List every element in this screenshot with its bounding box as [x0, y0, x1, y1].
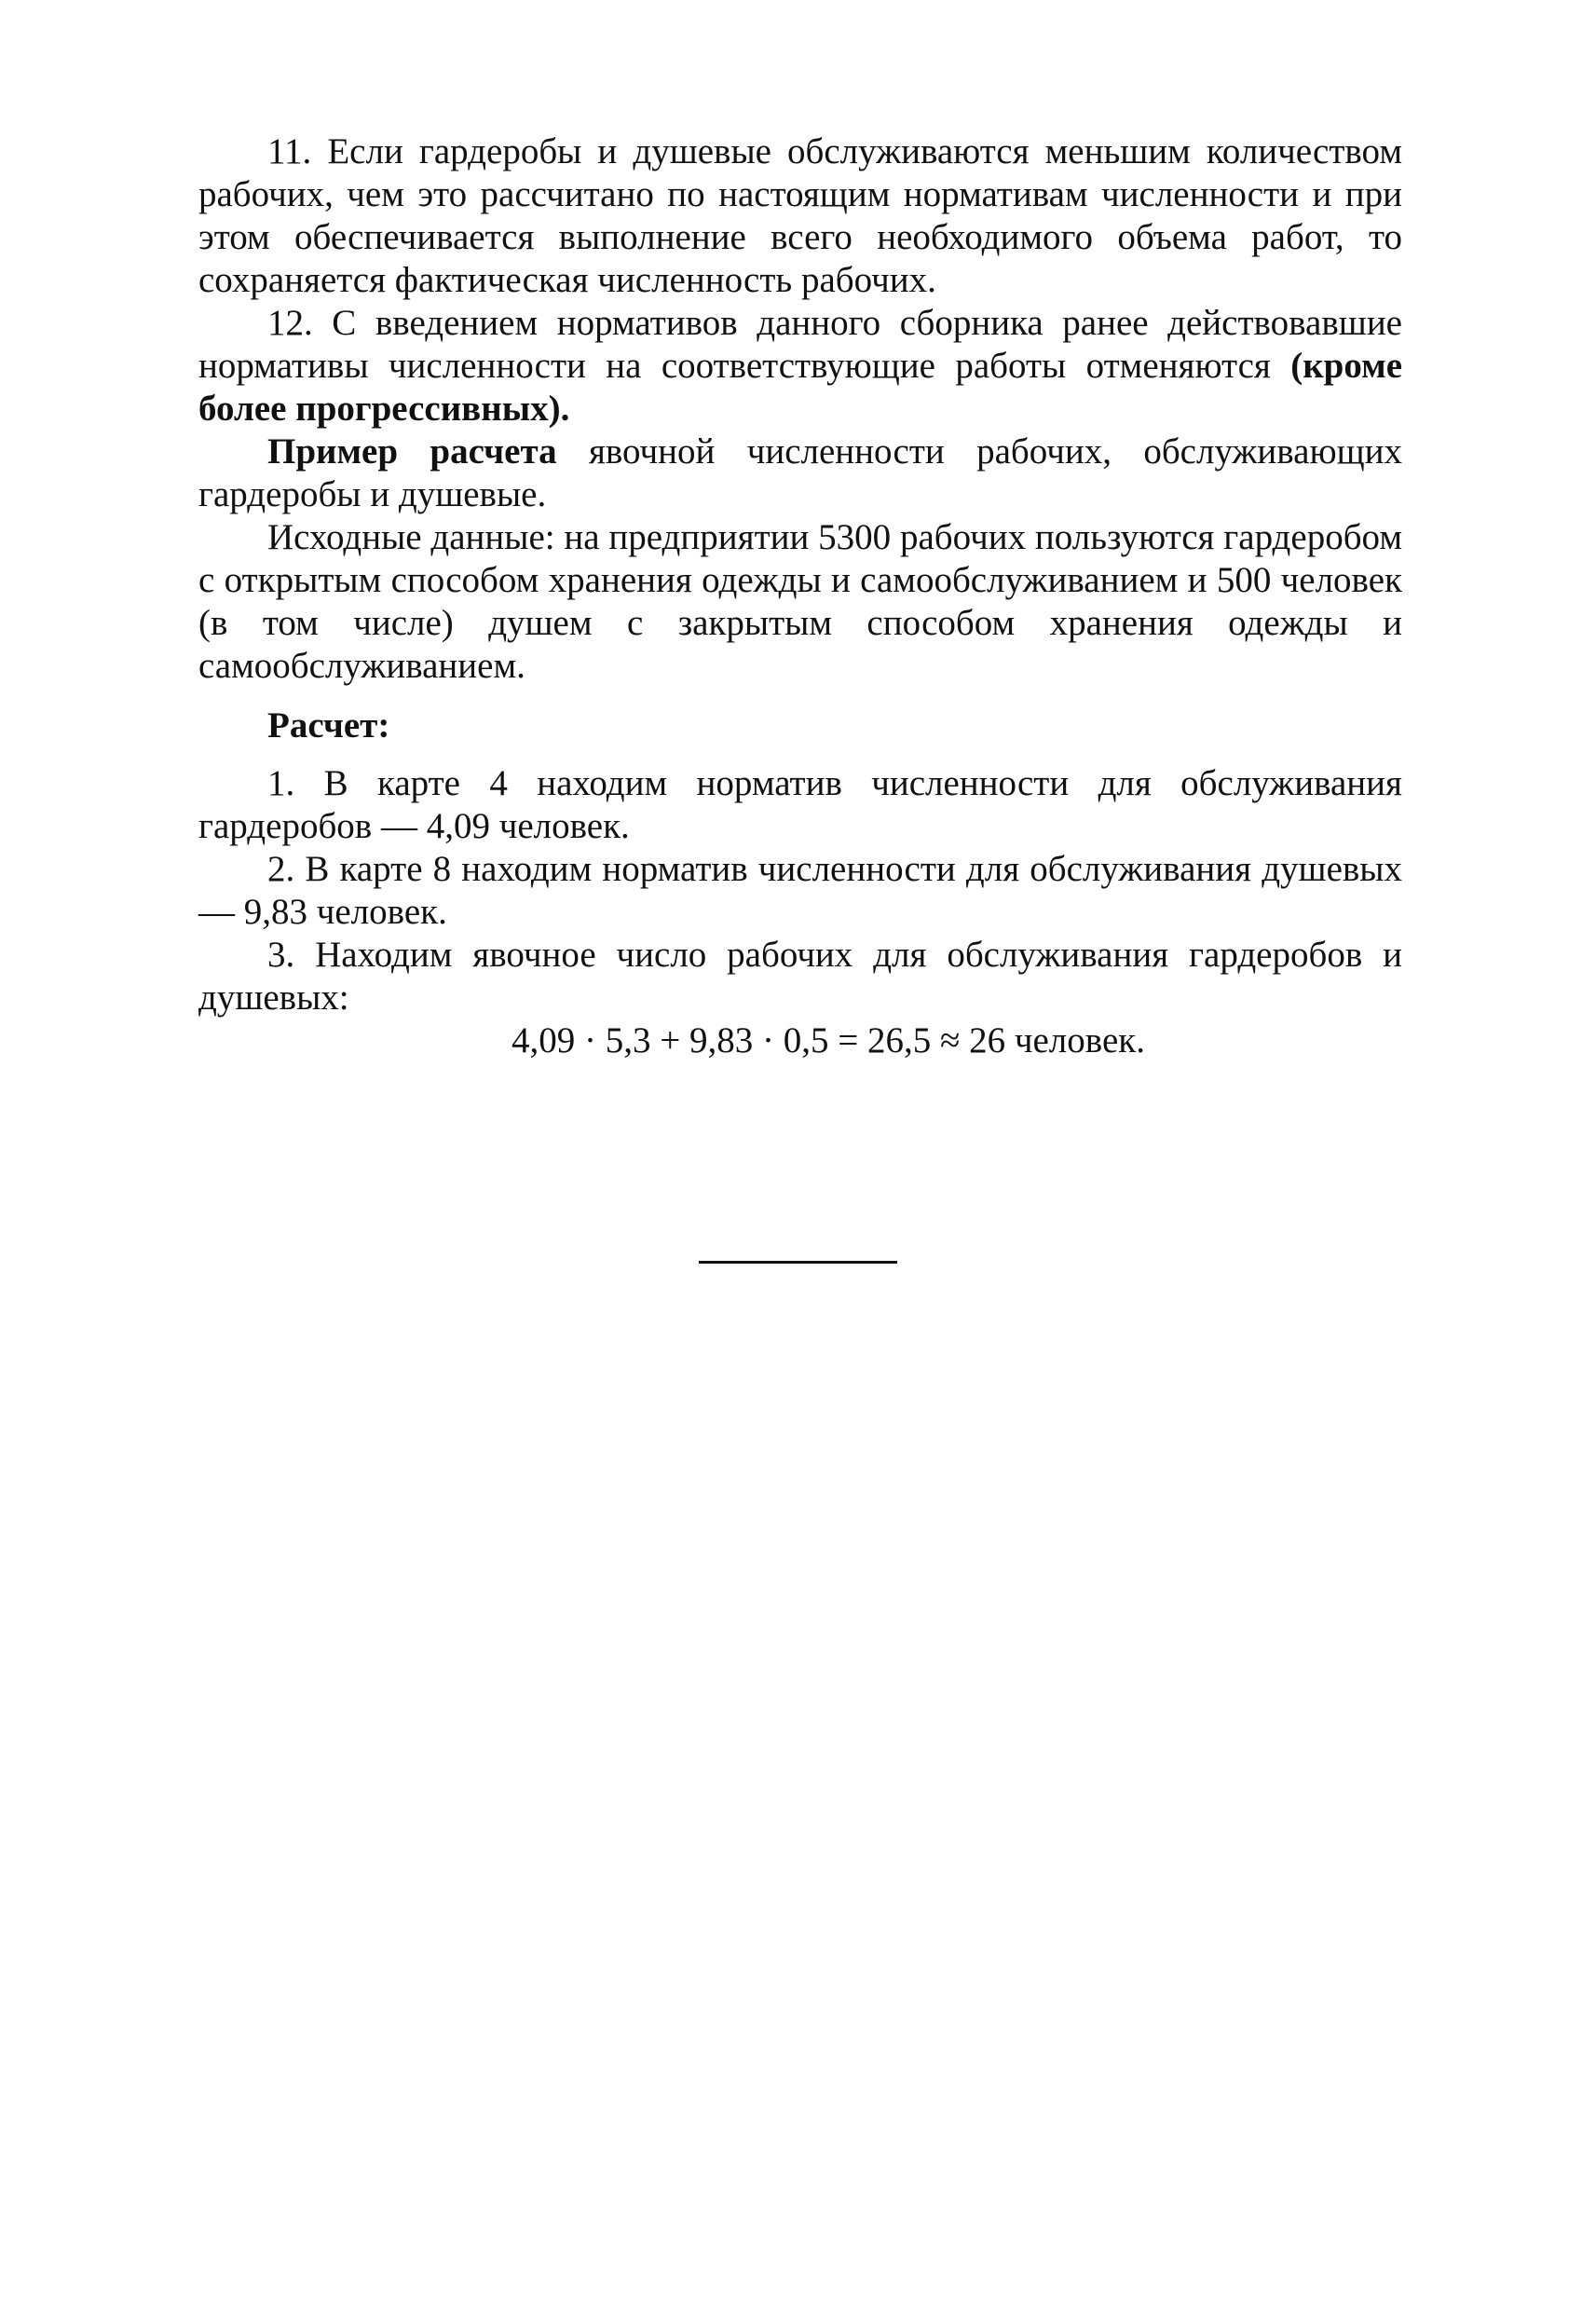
initial-data-paragraph: Исходные данные: на предприятии 5300 рабочих пользуются гардеробом с открытым способом хранения одежды и самообслуживанием и 500 человек (в том числе) душем с закрытым способом хранения одежды и самообслуживанием. [198, 517, 1402, 686]
paragraph-12 [198, 302, 1402, 431]
example-paragraph [198, 431, 1402, 516]
paragraph-12-text: 12. С введением нормативов данного сборника ранее действовавшие нормативы численности на соответствующие работы отменяются [198, 303, 1402, 386]
calc-step-3: 3. Находим явочное число рабочих для обслуживания гардеробов и душевых: [198, 935, 1402, 1018]
example-lead: Пример расчета [267, 431, 557, 472]
example-text: явочной численности рабочих, обслуживающих гардеробы и душевые. [198, 431, 1402, 514]
calc-heading: Расчет: [267, 705, 390, 746]
calc-step-2: 2. В карте 8 находим норматив численности для обслуживания душевых — 9,83 человек. [198, 849, 1402, 932]
end-rule [699, 1261, 897, 1264]
calc-step-1: 1. В карте 4 находим норматив численности для обслуживания гардеробов — 4,09 человек. [198, 763, 1402, 846]
document-page [198, 130, 1402, 1062]
calc-formula: 4,09 · 5,3 + 9,83 · 0,5 = 26,5 ≈ 26 человек. [512, 1020, 1145, 1060]
paragraph-12-bold: (кроме более прогрессивных). [198, 346, 1402, 429]
paragraph-11: 11. Если гардеробы и душевые обслуживаются меньшим количеством рабочих, чем это рассчитано по настоящим нормативам численности и при этом обеспечивается выполнение всего необходимого объема работ, то сохраняется фактическая численность рабочих. [198, 131, 1402, 300]
